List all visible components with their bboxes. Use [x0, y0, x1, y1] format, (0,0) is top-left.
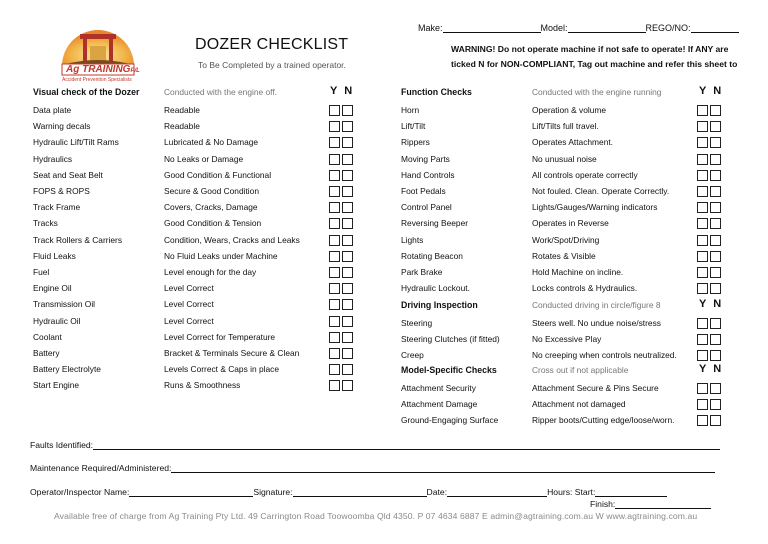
- no-checkbox[interactable]: [710, 383, 721, 394]
- yes-checkbox[interactable]: [329, 121, 340, 132]
- yes-no-checkboxes: [697, 283, 723, 293]
- driving-inspection-header: [401, 297, 731, 313]
- yes-checkbox[interactable]: [329, 202, 340, 213]
- section-heading: Driving Inspection: [401, 300, 478, 310]
- yes-no-checkboxes: [329, 332, 355, 342]
- checklist-row: [33, 296, 373, 312]
- check-item: Coolant: [33, 331, 62, 342]
- check-item: Hydraulic Lockout.: [401, 283, 470, 294]
- check-criteria: Attachment Secure & Pins Secure: [532, 383, 659, 393]
- check-item: Rippers: [401, 137, 430, 148]
- yes-checkbox[interactable]: [697, 202, 708, 213]
- checklist-row: [401, 167, 741, 183]
- check-item: Hand Controls: [401, 169, 455, 180]
- section-note: Conducted with the engine off.: [164, 87, 277, 97]
- check-item: Seat and Seat Belt: [33, 169, 103, 180]
- yes-no-checkboxes: [329, 202, 355, 212]
- warning-notice: [451, 42, 751, 72]
- no-checkbox[interactable]: [342, 251, 353, 262]
- no-checkbox[interactable]: [710, 283, 721, 294]
- faults-row: [30, 439, 720, 450]
- yes-checkbox[interactable]: [329, 105, 340, 116]
- yes-checkbox[interactable]: [697, 318, 708, 329]
- check-criteria: Bracket & Terminals Secure & Clean: [164, 348, 300, 358]
- no-checkbox[interactable]: [710, 415, 721, 426]
- yes-no-checkboxes: [697, 267, 723, 277]
- page-subtitle: To Be Completed by a trained operator.: [198, 60, 346, 70]
- yes-no-checkboxes: [697, 218, 723, 228]
- yes-checkbox[interactable]: [697, 235, 708, 246]
- check-item: Steering Clutches (if fitted): [401, 334, 500, 345]
- yes-no-checkboxes: [697, 186, 723, 196]
- check-item: Control Panel: [401, 202, 452, 213]
- check-criteria: All controls operate correctly: [532, 169, 638, 180]
- yes-checkbox[interactable]: [329, 235, 340, 246]
- yes-checkbox[interactable]: [697, 186, 708, 197]
- yes-checkbox[interactable]: [697, 137, 708, 148]
- yes-no-header: [330, 83, 354, 99]
- date-field[interactable]: [447, 486, 547, 497]
- yes-no-checkboxes: [697, 154, 723, 164]
- no-checkbox[interactable]: [342, 202, 353, 213]
- no-checkbox[interactable]: [342, 380, 353, 391]
- check-criteria: No unusual noise: [532, 153, 597, 164]
- check-item: Fuel: [33, 267, 50, 277]
- yes-checkbox[interactable]: [329, 137, 340, 148]
- no-checkbox[interactable]: [710, 105, 721, 116]
- yes-no-checkboxes: [329, 251, 355, 261]
- date-label: Date:: [426, 487, 448, 497]
- no-checkbox[interactable]: [710, 170, 721, 181]
- yes-no-checkboxes: [329, 316, 355, 326]
- yes-no-checkboxes: [697, 202, 723, 212]
- yes-checkbox[interactable]: [329, 186, 340, 197]
- checklist-row: [33, 345, 373, 361]
- logo-text: Ag TRAINING: [66, 64, 131, 75]
- no-checkbox[interactable]: [342, 332, 353, 343]
- model-specific-header: [401, 362, 731, 378]
- function-checks-header: [401, 84, 731, 100]
- check-criteria: Lights/Gauges/Warning indicators: [532, 202, 658, 213]
- check-criteria: Level enough for the day: [164, 267, 257, 277]
- no-checkbox[interactable]: [342, 170, 353, 181]
- yes-no-checkboxes: [697, 251, 723, 261]
- maintenance-field[interactable]: [171, 462, 715, 473]
- check-criteria: Covers, Cracks, Damage: [164, 202, 258, 213]
- checklist-row: [401, 102, 741, 118]
- yes-no-checkboxes: [329, 235, 355, 245]
- check-item: Lift/Tilt: [401, 121, 426, 132]
- checklist-row: [33, 313, 373, 329]
- yes-no-header: [699, 361, 723, 377]
- checklist-row: [33, 329, 373, 345]
- checklist-row: [33, 361, 373, 377]
- checklist-row: [401, 347, 741, 363]
- check-criteria: Lift/Tilts full travel.: [532, 121, 599, 132]
- check-criteria: Readable: [164, 105, 200, 115]
- yes-checkbox[interactable]: [329, 283, 340, 294]
- finish-label: Finish:: [590, 499, 616, 509]
- no-checkbox[interactable]: [342, 105, 353, 116]
- faults-label: Faults Identified:: [30, 440, 94, 450]
- yes-no-checkboxes: [329, 267, 355, 277]
- no-checkbox[interactable]: [342, 235, 353, 246]
- yes-checkbox[interactable]: [329, 218, 340, 229]
- check-item: Attachment Security: [401, 383, 476, 393]
- yes-checkbox[interactable]: [329, 170, 340, 181]
- check-item: Lights: [401, 234, 424, 245]
- no-checkbox[interactable]: [710, 251, 721, 262]
- yes-no-checkboxes: [329, 364, 355, 374]
- check-item: Battery Electrolyte: [33, 364, 101, 375]
- checklist-row: [33, 102, 373, 118]
- maintenance-row: [30, 462, 715, 473]
- check-item: Hydraulic Lift/Tilt Rams: [33, 137, 119, 148]
- checklist-row: [33, 151, 373, 167]
- checklist-row: [401, 315, 741, 331]
- yes-no-header: [699, 296, 723, 312]
- checklist-row: [33, 232, 373, 248]
- checklist-row: [401, 151, 741, 167]
- hours-start-label: Hours: Start:: [547, 487, 596, 497]
- checklist-row: [33, 134, 373, 150]
- yes-checkbox[interactable]: [697, 218, 708, 229]
- yes-no-checkboxes: [329, 154, 355, 164]
- check-criteria: Good Condition & Functional: [164, 169, 272, 180]
- check-item: Park Brake: [401, 267, 443, 277]
- yes-checkbox[interactable]: [329, 316, 340, 327]
- section-heading: Visual check of the Dozer: [33, 87, 140, 97]
- yes-no-checkboxes: [329, 348, 355, 358]
- section-heading: Function Checks: [401, 87, 472, 97]
- yes-no-checkboxes: [697, 334, 723, 344]
- check-criteria: Ripper boots/Cutting edge/loose/worn.: [532, 415, 675, 426]
- check-criteria: Not fouled. Clean. Operate Correctly.: [532, 186, 670, 196]
- check-item: Foot Pedals: [401, 186, 446, 196]
- check-item: Creep: [401, 350, 424, 361]
- checklist-row: [401, 199, 741, 215]
- check-criteria: Level Correct: [164, 299, 214, 310]
- yes-checkbox[interactable]: [697, 267, 708, 278]
- check-criteria: Secure & Good Condition: [164, 186, 259, 196]
- yes-no-checkboxes: [697, 235, 723, 245]
- check-criteria: Level Correct for Temperature: [164, 331, 276, 342]
- check-item: Start Engine: [33, 380, 80, 391]
- yes-no-checkboxes: [697, 399, 723, 409]
- yes-no-checkboxes: [697, 137, 723, 147]
- checklist-row: [401, 215, 741, 231]
- yes-no-checkboxes: [697, 121, 723, 131]
- logo-tagline: Accident Prevention Specialists: [62, 77, 132, 83]
- check-criteria: No creeping when controls neutralized.: [532, 350, 677, 361]
- yes-checkbox[interactable]: [329, 364, 340, 375]
- yes-checkbox[interactable]: [697, 383, 708, 394]
- model-label: Model:: [540, 23, 568, 33]
- checklist-row: [401, 183, 741, 199]
- yes-label: Y: [699, 298, 709, 310]
- ag-training-logo: [52, 22, 144, 84]
- make-label: Make:: [418, 23, 443, 33]
- yes-checkbox[interactable]: [697, 415, 708, 426]
- no-checkbox[interactable]: [710, 235, 721, 246]
- check-item: Attachment Damage: [401, 399, 478, 410]
- no-label: N: [713, 298, 724, 310]
- check-criteria: Operates in Reverse: [532, 218, 609, 229]
- yes-checkbox[interactable]: [697, 350, 708, 361]
- check-item: Reversing Beeper: [401, 218, 469, 229]
- check-criteria: Locks controls & Hydraulics.: [532, 283, 638, 294]
- check-criteria: Levels Correct & Caps in place: [164, 364, 279, 375]
- check-criteria: Good Condition & Tension: [164, 218, 262, 229]
- yes-checkbox[interactable]: [697, 154, 708, 165]
- yes-no-checkboxes: [329, 186, 355, 196]
- check-item: Hydraulics: [33, 153, 73, 164]
- yes-no-checkboxes: [329, 299, 355, 309]
- check-criteria: Operation & volume: [532, 105, 607, 115]
- check-item: Battery: [33, 348, 60, 358]
- check-criteria: Operates Attachment.: [532, 137, 614, 148]
- checklist-row: [33, 377, 373, 393]
- yes-no-checkboxes: [329, 218, 355, 228]
- check-criteria: Condition, Wears, Cracks and Leaks: [164, 234, 300, 245]
- check-criteria: Work/Spot/Driving: [532, 234, 600, 245]
- section-heading: Model-Specific Checks: [401, 365, 497, 375]
- checklist-row: [33, 280, 373, 296]
- yes-no-checkboxes: [329, 283, 355, 293]
- check-item: Warning decals: [33, 121, 91, 132]
- model-field[interactable]: [568, 22, 646, 33]
- yes-no-checkboxes: [329, 105, 355, 115]
- check-item: Ground-Engaging Surface: [401, 415, 499, 426]
- yes-checkbox[interactable]: [697, 170, 708, 181]
- no-checkbox[interactable]: [710, 399, 721, 410]
- check-item: Tracks: [33, 218, 58, 229]
- operator-row: [30, 486, 667, 497]
- operator-label: Operator/Inspector Name:: [30, 487, 130, 497]
- no-checkbox[interactable]: [342, 186, 353, 197]
- finish-row: [590, 498, 711, 509]
- check-item: Horn: [401, 105, 420, 115]
- signature-label: Signature:: [253, 487, 293, 497]
- check-criteria: Rotates & Visible: [532, 250, 596, 261]
- checklist-row: [401, 232, 741, 248]
- no-checkbox[interactable]: [342, 154, 353, 165]
- yes-label: Y: [699, 85, 709, 97]
- yes-no-checkboxes: [697, 170, 723, 180]
- checklist-row: [33, 215, 373, 231]
- rego-field[interactable]: [691, 22, 739, 33]
- no-checkbox[interactable]: [710, 202, 721, 213]
- make-field[interactable]: [443, 22, 541, 33]
- yes-no-checkboxes: [329, 170, 355, 180]
- yes-checkbox[interactable]: [697, 399, 708, 410]
- yes-checkbox[interactable]: [697, 334, 708, 345]
- check-criteria: Steers well. No undue noise/stress: [532, 318, 661, 328]
- yes-checkbox[interactable]: [697, 105, 708, 116]
- no-checkbox[interactable]: [342, 218, 353, 229]
- faults-field[interactable]: [93, 439, 720, 450]
- check-criteria: Lubricated & No Damage: [164, 137, 259, 148]
- check-item: Moving Parts: [401, 153, 450, 164]
- yes-no-checkboxes: [697, 415, 723, 425]
- check-item: Transmission Oil: [33, 299, 96, 310]
- no-checkbox[interactable]: [342, 121, 353, 132]
- no-checkbox[interactable]: [710, 137, 721, 148]
- checklist-row: [401, 264, 741, 280]
- no-checkbox[interactable]: [710, 318, 721, 329]
- signature-field[interactable]: [293, 486, 427, 497]
- check-criteria: Level Correct: [164, 315, 214, 326]
- yes-label: Y: [699, 363, 709, 375]
- yes-checkbox[interactable]: [329, 154, 340, 165]
- yes-checkbox[interactable]: [329, 267, 340, 278]
- no-checkbox[interactable]: [342, 137, 353, 148]
- logo-suffix: P/L: [130, 68, 140, 74]
- yes-no-checkboxes: [329, 137, 355, 147]
- check-criteria: Level Correct: [164, 283, 214, 294]
- no-checkbox[interactable]: [342, 348, 353, 359]
- checklist-row: [33, 264, 373, 280]
- check-criteria: No Fluid Leaks under Machine: [164, 250, 278, 261]
- no-checkbox[interactable]: [710, 218, 721, 229]
- page-title: DOZER CHECKLIST: [195, 36, 349, 53]
- check-item: Fluid Leaks: [33, 250, 76, 261]
- check-item: Engine Oil: [33, 283, 72, 294]
- section-note: Cross out if not applicable: [532, 365, 629, 375]
- yes-checkbox[interactable]: [329, 380, 340, 391]
- check-criteria: No Excessive Play: [532, 334, 602, 345]
- check-item: Track Frame: [33, 202, 81, 213]
- yes-no-checkboxes: [697, 383, 723, 393]
- no-checkbox[interactable]: [710, 334, 721, 345]
- checklist-row: [401, 248, 741, 264]
- yes-no-header: [699, 83, 723, 99]
- no-label: N: [344, 85, 355, 97]
- yes-checkbox[interactable]: [329, 299, 340, 310]
- checklist-row: [401, 331, 741, 347]
- rego-label: REGO/NO:: [645, 23, 691, 33]
- check-criteria: Runs & Smoothness: [164, 380, 241, 391]
- check-item: Track Rollers & Carriers: [33, 234, 123, 245]
- yes-no-checkboxes: [697, 105, 723, 115]
- warning-line-2: ticked N for NON-COMPLIANT, Tag out machine and refer this sheet to: [451, 59, 738, 69]
- section-note: Conducted driving in circle/figure 8: [532, 300, 661, 310]
- yes-no-checkboxes: [697, 318, 723, 328]
- checklist-row: [401, 280, 741, 296]
- yes-checkbox[interactable]: [329, 348, 340, 359]
- footer-note: Available free of charge from Ag Training Pty Ltd. 49 Carrington Road Toowoomba Qld 4350. P 07 4634 6887 E admin@agtraining.com.au W www.agtraining.com.au: [54, 511, 698, 521]
- no-label: N: [713, 363, 724, 375]
- finish-field[interactable]: [615, 498, 711, 509]
- yes-checkbox[interactable]: [697, 121, 708, 132]
- yes-no-checkboxes: [329, 380, 355, 390]
- checklist-row: [33, 199, 373, 215]
- check-criteria: Hold Machine on incline.: [532, 267, 624, 277]
- checklist-row: [401, 412, 741, 428]
- checklist-row: [33, 118, 373, 134]
- no-checkbox[interactable]: [710, 154, 721, 165]
- check-item: Steering: [401, 318, 433, 328]
- yes-checkbox[interactable]: [697, 251, 708, 262]
- maintenance-label: Maintenance Required/Administered:: [30, 463, 172, 473]
- check-criteria: No Leaks or Damage: [164, 153, 244, 164]
- no-checkbox[interactable]: [710, 267, 721, 278]
- checklist-row: [33, 167, 373, 183]
- check-criteria: Readable: [164, 121, 200, 132]
- check-item: Data plate: [33, 105, 72, 115]
- checklist-row: [33, 248, 373, 264]
- no-checkbox[interactable]: [710, 186, 721, 197]
- checklist-row: [401, 118, 741, 134]
- check-criteria: Attachment not damaged: [532, 399, 626, 410]
- no-checkbox[interactable]: [710, 350, 721, 361]
- yes-label: Y: [330, 85, 340, 97]
- no-checkbox[interactable]: [342, 364, 353, 375]
- yes-checkbox[interactable]: [329, 332, 340, 343]
- section-note: Conducted with the engine running: [532, 87, 662, 97]
- yes-no-checkboxes: [697, 350, 723, 360]
- hours-start-field[interactable]: [595, 486, 667, 497]
- checklist-row: [401, 396, 741, 412]
- no-checkbox[interactable]: [342, 316, 353, 327]
- no-checkbox[interactable]: [342, 299, 353, 310]
- checklist-row: [401, 380, 741, 396]
- operator-field[interactable]: [129, 486, 253, 497]
- visual-check-header: [33, 84, 363, 100]
- yes-checkbox[interactable]: [697, 283, 708, 294]
- warning-line-1: WARNING! Do not operate machine if not safe to operate! If ANY are: [451, 44, 729, 54]
- no-checkbox[interactable]: [710, 121, 721, 132]
- checklist-row: [33, 183, 373, 199]
- no-checkbox[interactable]: [342, 267, 353, 278]
- yes-checkbox[interactable]: [329, 251, 340, 262]
- checklist-row: [401, 134, 741, 150]
- no-checkbox[interactable]: [342, 283, 353, 294]
- check-item: FOPS & ROPS: [33, 186, 90, 196]
- check-item: Rotating Beacon: [401, 250, 463, 261]
- no-label: N: [713, 85, 724, 97]
- yes-no-checkboxes: [329, 121, 355, 131]
- check-item: Hydraulic Oil: [33, 315, 81, 326]
- vehicle-details: [418, 22, 739, 33]
